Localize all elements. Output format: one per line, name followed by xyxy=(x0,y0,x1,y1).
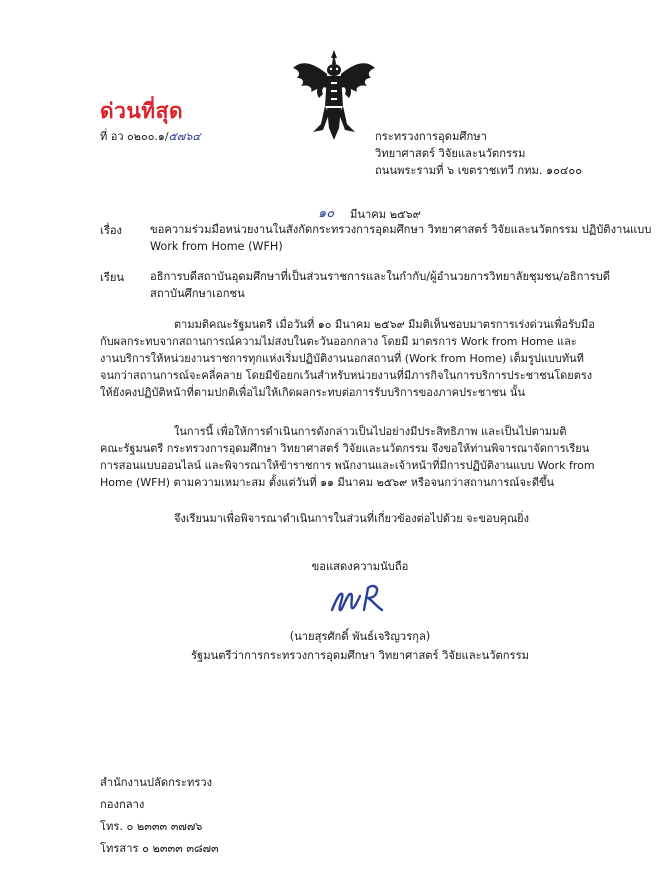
signer-position: รัฐมนตรีว่าการกระทรวงการอุดมศึกษา วิทยาศาสตร์ วิจัยและนวัตกรรม xyxy=(191,649,529,662)
sender-address xyxy=(375,128,582,179)
paragraph-line: งานบริการให้หน่วยงานราชการทุกแห่งเริ่มปฏิบัติงานนอกสถานที่ (Work from Home) เต็มรูปแบบทันที xyxy=(100,352,584,365)
reference-number xyxy=(100,127,201,145)
paragraph-line: ตามมติคณะรัฐมนตรี เมื่อวันที่ ๑๐ มีนาคม ๒๕๖๙ มีมติเห็นชอบมาตรการเร่งด่วนเพื่อรับมือ xyxy=(174,318,595,331)
recipient-text xyxy=(150,268,611,302)
paragraph-line: ให้ยังคงปฏิบัติหน้าที่ตามปกติเพื่อไม่ให้เกิดผลกระทบต่อการรับบริการของภาคประชาชน นั้น xyxy=(100,386,525,399)
recipient-line: สถาบันศึกษาเอกชน xyxy=(150,287,245,300)
handwritten-signature-icon xyxy=(328,580,384,620)
paragraph-line: Home (WFH) ตามความเหมาะสม ตั้งแต่วันที่ ๑๑ มีนาคม ๒๕๖๙ หรือจนกว่าสถานการณ์จะดีขึ้น xyxy=(100,476,554,489)
footer-office: สำนักงานปลัดกระทรวง xyxy=(100,776,213,789)
address-line: กระทรวงการอุดมศึกษา xyxy=(375,130,487,143)
paragraph-line: จนกว่าสถานการณ์จะคลี่คลาย โดยมีข้อยกเว้นสำหรับหน่วยงานที่มีภารกิจในการบริการประชาชนโดยตรง xyxy=(100,369,593,382)
footer-phone: โทร. ๐ ๒๓๓๓ ๓๗๗๖ xyxy=(100,820,203,833)
urgency-label: ด่วนที่สุด xyxy=(100,99,184,123)
signer-name: (นายสุรศักดิ์ พันธ์เจริญวรกุล) xyxy=(289,630,431,643)
body-paragraph-1 xyxy=(100,316,600,401)
address-line: ถนนพระรามที่ ๖ เขตราชเทวี กทม. ๑๐๔๐๐ xyxy=(375,164,583,177)
footer-division: กองกลาง xyxy=(100,798,145,811)
body-paragraph-2 xyxy=(100,423,600,491)
subject-line: ขอความร่วมมือหน่วยงานในสังกัดกระทรวงการอุดมศึกษา วิทยาศาสตร์ วิจัยและนวัตกรรม ปฏิบัติงานแบบ xyxy=(150,223,652,236)
paragraph-line: กับผลกระทบจากสถานการณ์ความไม่สงบในตะวันออกกลาง โดยมี มาตรการ Work from Home และ xyxy=(100,335,577,348)
address-line: วิทยาศาสตร์ วิจัยและนวัตกรรม xyxy=(375,147,526,160)
recipient-line: อธิการบดีสถาบันอุดมศึกษาที่เป็นส่วนราชการและในกำกับ/ผู้อำนวยการวิทยาลัยชุมชน/อธิการบดี xyxy=(150,270,611,283)
closing-salutation: ขอแสดงความนับถือ xyxy=(311,560,409,573)
body-paragraph-3 xyxy=(100,510,600,527)
footer-fax: โทรสาร ๐ ๒๓๓๓ ๓๘๗๓ xyxy=(100,842,219,855)
footer-contact xyxy=(100,772,219,860)
paragraph-line: คณะรัฐมนตรี กระทรวงการอุดมศึกษา วิทยาศาสตร์ วิจัยและนวัตกรรม จึงขอให้ท่านพิจารณาจัดการเรียน xyxy=(100,442,590,455)
subject-label: เรื่อง xyxy=(100,224,123,237)
date-month-year: มีนาคม ๒๕๖๙ xyxy=(350,208,421,221)
paragraph-line: การสอนแบบออนไลน์ และพิจารณาให้ข้าราชการ พนักงานและเจ้าหน้าที่มีการปฏิบัติงานแบบ Work from xyxy=(100,459,595,472)
subject-line: Work from Home (WFH) xyxy=(150,240,283,253)
paragraph-line: ในการนี้ เพื่อให้การดำเนินการดังกล่าวเป็นไปอย่างมีประสิทธิภาพ และเป็นไปตามมติ xyxy=(174,425,567,438)
garuda-emblem-icon xyxy=(291,48,377,144)
reference-handwritten: ๕๗๖๔ xyxy=(168,130,201,143)
date-day: ๑๐ xyxy=(318,206,335,221)
recipient-label: เรียน xyxy=(100,271,125,284)
subject-text xyxy=(150,221,652,255)
paragraph-line: จึงเรียนมาเพื่อพิจารณาดำเนินการในส่วนที่เกี่ยวข้องต่อไปด้วย จะขอบคุณยิ่ง xyxy=(174,512,529,525)
reference-prefix: ที่ อว ๐๒๐๐.๑/ xyxy=(100,130,169,143)
